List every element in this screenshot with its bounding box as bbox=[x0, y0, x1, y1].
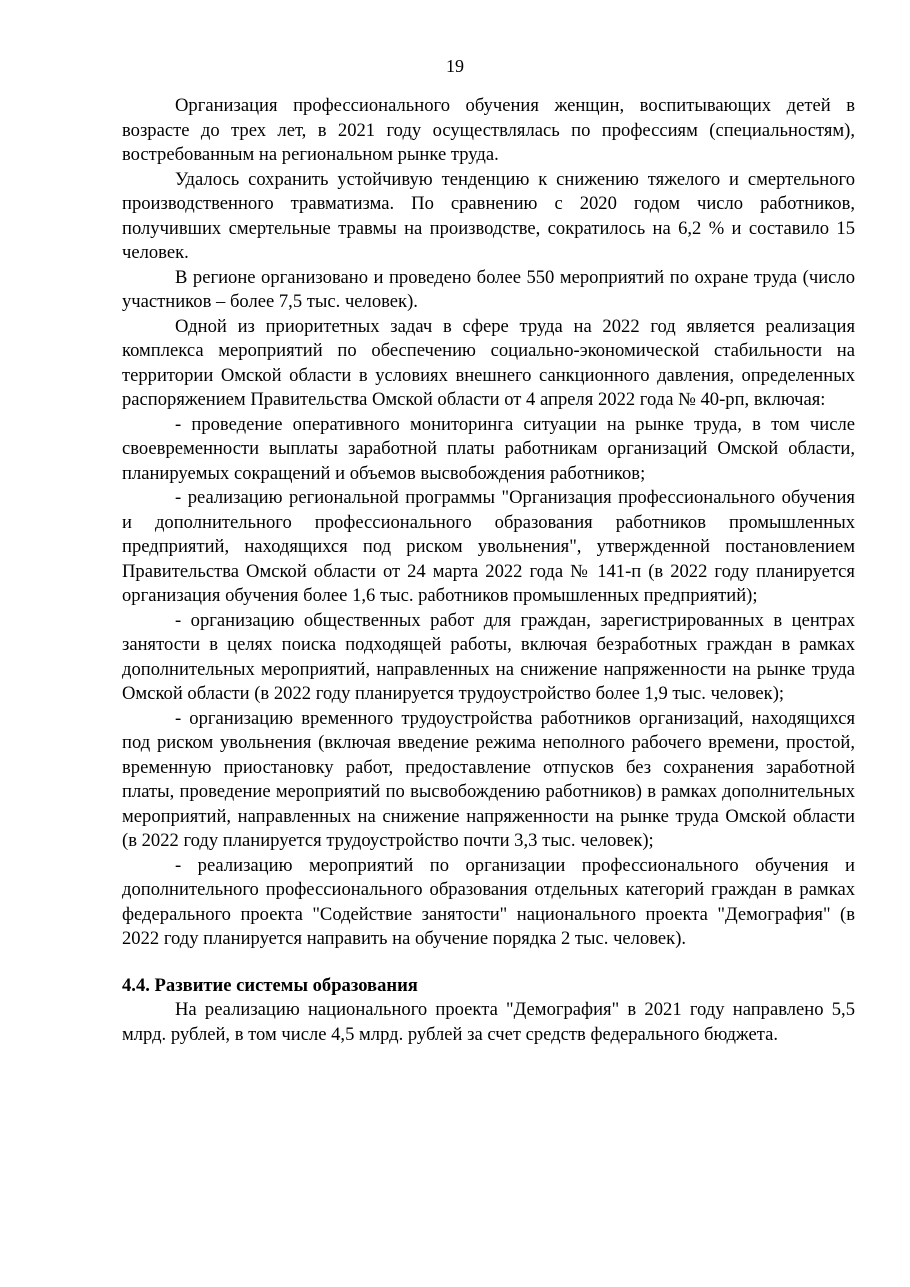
document-body bbox=[122, 94, 855, 1047]
paragraph: Организация профессионального обучения женщин, воспитывающих детей в возрасте до трех лет, в 2021 году осуществлялась по профессиям (специальностям), востребованным на региональном рынке труда. bbox=[122, 95, 855, 165]
paragraph: В регионе организовано и проведено более 550 мероприятий по охране труда (число участников – более 7,5 тыс. человек). bbox=[122, 266, 855, 312]
list-item: - организацию общественных работ для граждан, зарегистрированных в центрах занятости в целях поиска подходящей работы, включая безработных граждан в рамках дополнительных мероприятий, направленных на снижение напряженности на рынке труда Омской области (в 2022 году планируется трудоустройство более 1,9 тыс. человек); bbox=[122, 609, 855, 704]
list-item: - проведение оперативного мониторинга ситуации на рынке труда, в том числе своевременности выплаты заработной платы работникам организаций Омской области, планируемых сокращений и объемов высвобождения работников; bbox=[122, 413, 855, 484]
list-item: - реализацию мероприятий по организации профессионального обучения и дополнительного профессионального образования отдельных категорий граждан в рамках федерального проекта "Содействие занятости" национального проекта "Демография" (в 2022 году планируется направить на обучение порядка 2 тыс. человек). bbox=[122, 854, 855, 949]
paragraph: Удалось сохранить устойчивую тенденцию к снижению тяжелого и смертельного производственного травматизма. По сравнению с 2020 годом число работников, получивших смертельные травмы на производстве, сократилось на 6,2 % и составило 15 человек. bbox=[122, 168, 855, 263]
paragraph: Одной из приоритетных задач в сфере труда на 2022 год является реализация комплекса мероприятий по обеспечению социально-экономической стабильности на территории Омской области в условиях внешнего санкционного давления, определенных распоряжением Правительства Омской области от 4 апреля 2022 года № 40-рп, включая: bbox=[122, 315, 855, 410]
list-item: - реализацию региональной программы "Организация профессионального обучения и дополнительного профессионального образования работников промышленных предприятий, находящихся под риском увольнения", утвержденной постановлением Правительства Омской области от 24 марта 2022 года № 141-п (в 2022 году планируется организация обучения более 1,6 тыс. работников промышленных предприятий); bbox=[122, 487, 855, 606]
paragraph: На реализацию национального проекта "Демография" в 2021 году направлено 5,5 млрд. рублей, в том числе 4,5 млрд. рублей за счет средств федерального бюджета. bbox=[122, 999, 855, 1045]
page-number: 19 bbox=[446, 56, 464, 76]
list-item: - организацию временного трудоустройства работников организаций, находящихся под риском увольнения (включая введение режима неполного рабочего времени, простой, временную приостановку работ, предоставление отпусков без сохранения заработной платы, проведение мероприятий по высвобождению работников) в рамках дополнительных мероприятий, направленных на снижение напряженности на рынке труда Омской области (в 2022 году планируется трудоустройство почти 3,3 тыс. человек); bbox=[122, 707, 855, 851]
section-heading: 4.4. Развитие системы образования bbox=[122, 974, 418, 996]
